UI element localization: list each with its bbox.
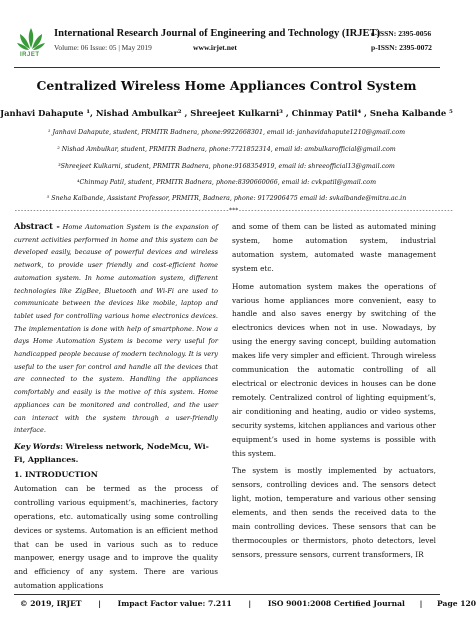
affiliation-3: ³Shreejeet Kulkarni, student, PRMITR Badnera, phone:9168354919, email id: shreeofficial13@gmail.com [58,163,395,170]
left-column [14,220,218,597]
author-list: Janhavi Dahapute ¹, Nishad Ambulkar² , Shreejeet Kulkarni³ , Chinmay Patil⁴ , Sneha Kalbande ⁵ [0,108,453,118]
keywords [14,440,218,466]
footer-impact-factor: Impact Factor value: 7.211 [117,599,232,608]
footer-iso: ISO 9001:2008 Certified Journal [267,599,405,608]
section-heading-introduction: 1. INTRODUCTION [14,469,98,479]
page-footer: © 2019, IRJET | Impact Factor value: 7.211 | ISO 9001:2008 Certified Journal | Page 120 [20,599,476,608]
intro-paragraph-3: The system is mostly implemented by actuators, sensors, controlling devices and. The sensors detect light, motion, temperature and various other sensing elements, and then sends the received data to the main controlling devices. These sensors that can be thermocouples or thermistors, photo detectors, level sensors, pressure sensors, current transformers, IR [232,466,436,559]
journal-website[interactable]: www.irjet.net [193,43,237,52]
intro-paragraph-left: Automation can be termed as the process of controlling various equipment’s, machineries, factory operations, etc. automatically using some controlling devices or systems. Automation is an efficient method that can be used in various such as to reduce manpower, energy usage and to improve the quality and efficiency of any system. There are various automation applications [14,483,218,591]
intro-paragraph-2: Home automation system makes the operations of various home appliances more convenient, easy to handle and also saves energy by switching of the electronics devices when not in use. Nowadays, by using the energy saving concept, building automation makes life very simpler and efficient. Through wireless communication the automatic controlling of all electrical or electronic devices in houses can be done remotely. Centralized control of lighting equipment’s, air conditioning and heating, audio or video systems, security systems, kitchen appliances and various other equipment’s used in home systems is possible with this system. [232,281,436,458]
journal-name: International Research Journal of Engineering and Technology (IRJET) [54,28,381,39]
footer-page-number: Page 120 [437,599,476,608]
affiliation-1: ¹ Janhavi Dahapute, student, PRMITR Badnera, phone:9922668301, email id: janhavidahapute1210@gmail.com [47,129,406,136]
intro-paragraph-1: and some of them can be listed as automated mining system, home automation system, industrial automation system, automated waste management system etc. [232,222,436,273]
abstract [14,220,218,437]
volume-issue: Volume: 06 Issue: 05 | May 2019 [54,43,152,52]
paper-title: Centralized Wireless Home Appliances Control System [36,78,417,93]
keywords-label: Key Words [14,441,61,451]
logo-text: IRJET [20,52,40,58]
affiliation-4: ⁴Chinmay Patil, student, PRMITR Badnera, phone:8390660066, email id: cvkpatil@gmail.com [76,179,377,186]
header-rule [14,67,440,68]
right-column [232,220,436,566]
e-issn: e-ISSN: 2395-0056 [371,29,432,38]
abstract-text: Home Automation System is the expansion of current activities performed in home and this system can be developed easily, because of powerful devices and wireless network, to provide user friendly and cost-efficient home automation system. In home automation system, different technologies like ZigBee, Bluetooth and Wi-Fi are used to communicate between the devices like mobile, laptop and tablet used for controlling various home electronics devices. The implementation is done with help of smartphone. Now a days Home Automation System is become very useful for handicapped people because of modern technology. It is very useful to the user for control and handle all the devices that are connected to the system. Handling the appliances comfortably and easily is the motive of this system. Home appliances can be monitored and controlled, and the user can interact with the system through a user-friendly interface. [14,223,218,435]
affiliation-5: ⁵ Sneha Kalbande, Assistant Professor, PRMITR, Badnera, phone: 9172906475 email id: svkalbande@mitra.ac.in [46,195,407,202]
footer-rule [14,594,440,595]
p-issn: p-ISSN: 2395-0072 [371,43,432,52]
footer-copyright: © 2019, IRJET [20,599,82,608]
abstract-label: Abstract - [14,221,60,231]
section-separator: ---------------------------------------------------------------------***--------------------------------------------------------------------- [14,207,453,214]
keywords-text: : Wireless network, NodeMcu, Wi-Fi, Appliances. [14,441,209,464]
affiliation-2: ² Nishad Ambulkar, student, PRMITR Badnera, phone:7721852314, email id: ambulkarofficial@gmail.com [57,146,396,153]
journal-header [14,26,440,66]
